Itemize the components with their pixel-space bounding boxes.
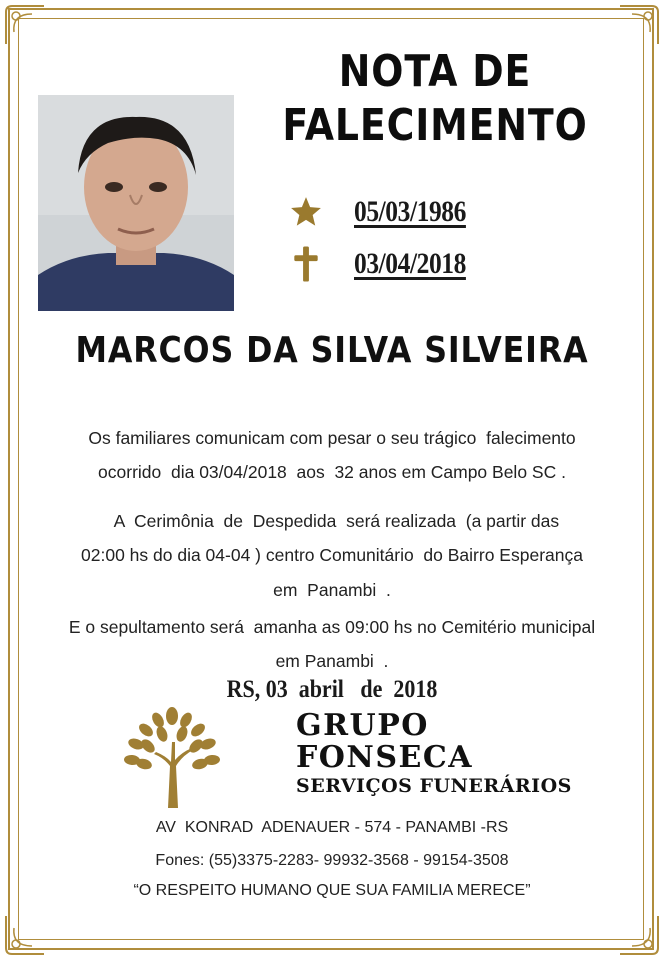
body-text-line: E o sepultamento será amanha as 09:00 hs no Cemitério municipal: [68, 617, 596, 637]
corner-ornament-icon: [2, 912, 48, 958]
company-name-line1: GRUPO: [296, 708, 429, 743]
tree-icon: [118, 702, 226, 810]
notice-title-line1: NOTA DE: [338, 46, 532, 97]
body-text-line: ocorrido dia 03/04/2018 aos 32 anos em Campo Belo SC .: [98, 462, 566, 482]
place-date: RS, 03 abril de 2018: [226, 676, 438, 703]
portrait-photo: [38, 95, 234, 311]
company-address: AV KONRAD ADENAUER - 574 - PANAMBI -RS: [155, 819, 509, 836]
birth-date-row: [288, 192, 486, 232]
company-name-line2: FONSECA: [296, 740, 474, 775]
body-text-line: em Panambi .: [273, 580, 391, 600]
body-text-line: em Panambi .: [275, 651, 389, 671]
company-phones: Fones: (55)3375-2283- 99932-3568 - 99154-3508: [155, 852, 509, 869]
corner-ornament-icon: [2, 2, 48, 48]
company-motto: “O RESPEITO HUMANO QUE SUA FAMILIA MERECE”: [133, 882, 531, 899]
cross-icon: [288, 245, 324, 283]
company-tagline: SERVIÇOS FUNERÁRIOS: [296, 775, 572, 797]
death-date-row: [288, 244, 486, 284]
birth-date: 05/03/1986: [354, 195, 466, 228]
death-date: 03/04/2018: [354, 247, 466, 280]
deceased-name: MARCOS DA SILVA SILVEIRA: [75, 330, 589, 371]
body-text-line: 02:00 hs do dia 04-04 ) centro Comunitário do Bairro Esperança: [81, 545, 583, 565]
body-text-line: A Cerimônia de Despedida será realizada (a partir das: [104, 511, 560, 531]
body-text-line: Os familiares comunicam com pesar o seu trágico falecimento: [88, 428, 576, 448]
corner-ornament-icon: [616, 2, 662, 48]
star-icon: [288, 195, 324, 229]
notice-title-line2: FALECIMENTO: [282, 100, 588, 151]
corner-ornament-icon: [616, 912, 662, 958]
